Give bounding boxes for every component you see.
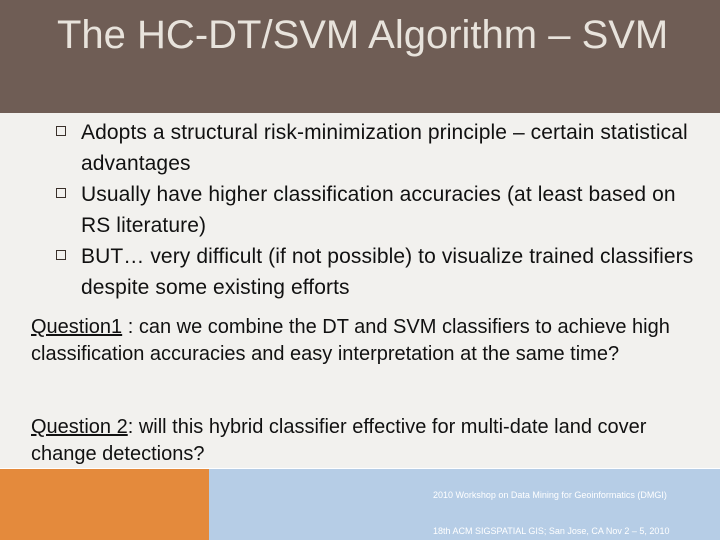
bullet-list — [56, 117, 696, 303]
square-bullet-icon — [56, 126, 66, 136]
footer-orange-block — [0, 469, 209, 540]
bullet-item — [56, 117, 696, 179]
question-1-label: Question1 — [31, 316, 123, 338]
square-bullet-icon — [56, 188, 66, 198]
question-2-label: Question 2 — [31, 416, 128, 438]
footer-workshop-text: 2010 Workshop on Data Mining for Geoinformatics (DMGI) — [433, 490, 667, 500]
slide-title: The HC-DT/SVM Algorithm – SVM — [57, 13, 669, 57]
footer-conference-text: 18th ACM SIGSPATIAL GIS; San Jose, CA Nov 2 – 5, 2010 — [433, 526, 670, 536]
question-1 — [31, 314, 696, 368]
question-2-text: : will this hybrid classifier effective for multi-date land cover change detections? — [31, 416, 647, 465]
square-bullet-icon — [56, 250, 66, 260]
bullet-text: Usually have higher classification accuracies (at least based on RS literature) — [81, 183, 676, 237]
bullet-item — [56, 179, 696, 241]
bullet-text: BUT… very difficult (if not possible) to visualize trained classifiers despite some existing efforts — [81, 245, 694, 299]
question-2 — [31, 414, 696, 468]
bullet-item — [56, 241, 696, 303]
question-1-text: : can we combine the DT and SVM classifiers to achieve high classification accuracies and easy interpretation at the same time? — [31, 316, 670, 365]
bullet-text: Adopts a structural risk-minimization principle – certain statistical advantages — [81, 121, 688, 175]
